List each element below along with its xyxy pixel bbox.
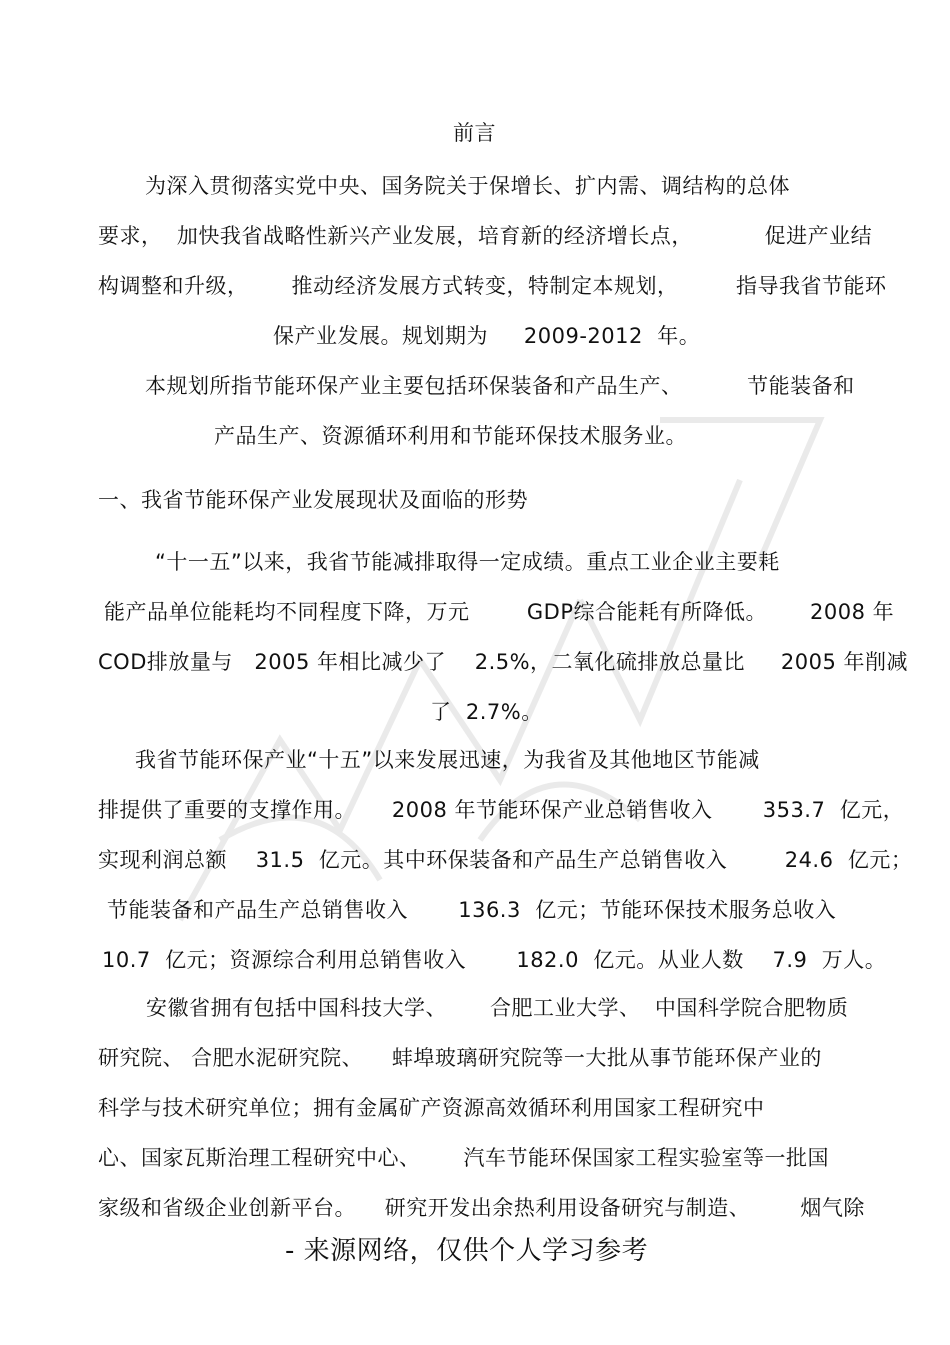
paragraph-line: 要求， 加快我省战略性新兴产业发展，培育新的经济增长点， 促进产业结 xyxy=(98,224,873,248)
paragraph-line: 研究院、 合肥水泥研究院、 蚌埠玻璃研究院等一大批从事节能环保产业的 xyxy=(98,1046,822,1070)
footer-note: - 来源网络，仅供个人学习参考 xyxy=(285,1236,649,1266)
paragraph-line: 实现利润总额 31.5 亿元。其中环保装备和产品生产总销售收入 24.6 亿元； xyxy=(98,848,913,872)
paragraph-line: 排提供了重要的支撑作用。 2008 年节能环保产业总销售收入 353.7 亿元， xyxy=(98,798,905,822)
paragraph-line: 家级和省级企业创新平台。 研究开发出余热利用设备研究与制造、 烟气除 xyxy=(98,1196,865,1220)
paragraph-line: COD排放量与 2005 年相比减少了 2.5%，二氧化硫排放总量比 2005 年削减 xyxy=(98,650,909,674)
document-title: 前言 xyxy=(453,121,496,145)
paragraph-line: 保产业发展。规划期为 2009-2012 年。 xyxy=(273,324,701,348)
paragraph-line: 能产品单位能耗均不同程度下降，万元 GDP综合能耗有所降低。 2008 年 xyxy=(104,600,895,624)
paragraph-line: 了 2.7%。 xyxy=(430,700,543,724)
paragraph-line: 构调整和升级， 推动经济发展方式转变，特制定本规划， 指导我省节能环 xyxy=(98,274,887,298)
paragraph-line: 安徽省拥有包括中国科技大学、 合肥工业大学、 中国科学院合肥物质 xyxy=(146,996,849,1020)
section-heading: 一、我省节能环保产业发展现状及面临的形势 xyxy=(98,488,528,512)
paragraph-line: 产品生产、资源循环利用和节能环保技术服务业。 xyxy=(214,424,687,448)
paragraph-line: 心、国家瓦斯治理工程研究中心、 汽车节能环保国家工程实验室等一批国 xyxy=(98,1146,830,1170)
paragraph-line: 10.7 亿元；资源综合利用总销售收入 182.0 亿元。从业人数 7.9 万人。 xyxy=(102,948,887,972)
paragraph-line: 为深入贯彻落实党中央、国务院关于保增长、扩内需、调结构的总体 xyxy=(145,174,790,198)
paragraph-line: 节能装备和产品生产总销售收入 136.3 亿元；节能环保技术服务总收入 xyxy=(107,898,837,922)
paragraph-line: 本规划所指节能环保产业主要包括环保装备和产品生产、 节能装备和 xyxy=(145,374,855,398)
paragraph-line: 我省节能环保产业“十五”以来发展迅速，为我省及其他地区节能减 xyxy=(135,748,760,772)
paragraph-line: “十一五”以来，我省节能减排取得一定成绩。重点工业企业主要耗 xyxy=(155,550,780,574)
paragraph-line: 科学与技术研究单位；拥有金属矿产资源高效循环利用国家工程研究中 xyxy=(98,1096,765,1120)
